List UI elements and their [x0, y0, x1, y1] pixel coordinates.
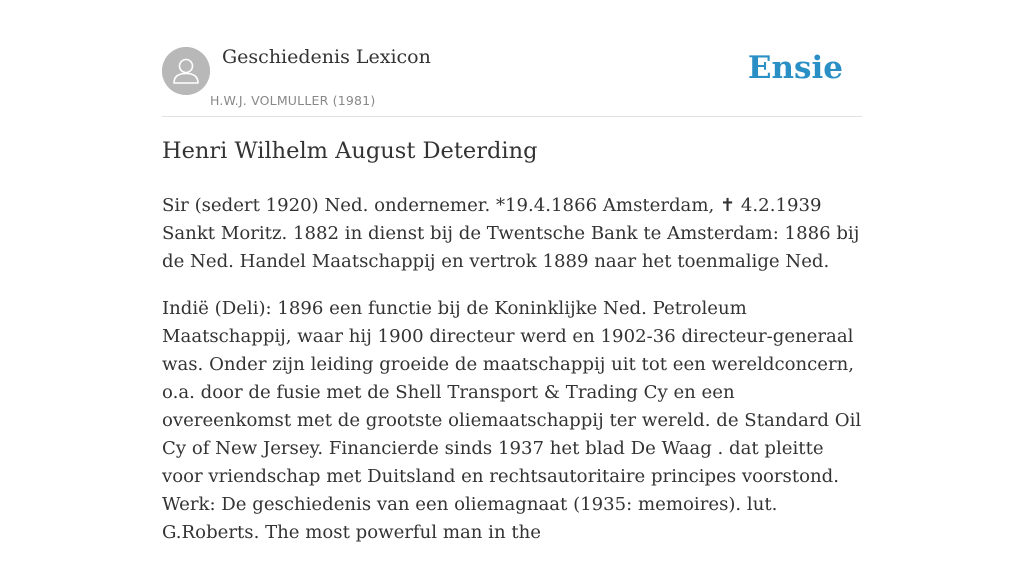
brand-logo[interactable]: Ensie: [747, 50, 843, 86]
user-avatar-icon[interactable]: [162, 47, 210, 95]
article-body: [162, 192, 868, 566]
article-paragraph: Indië (Deli): 1896 een functie bij de Koninklijke Ned. Petroleum Maatschappij, waar hij 1900 directeur werd en 1902-36 directeur-generaal was. Onder zijn leiding groeide de maatschappij uit tot een wereldconcern, o.a. door de fusie met de Shell Transport & Trading Cy en een overeenkomst met de grootste oliemaatschappij ter wereld. de Standard Oil Cy of New Jersey. Financierde sinds 1937 het blad De Waag . dat pleitte voor vriendschap met Duitsland en rechtsautoritaire principes voorstond. Werk: De geschiedenis van een oliemagnaat (1935: memoires). lut. G.Roberts. The most powerful man in the: [162, 298, 862, 543]
article-paragraph: Sir (sedert 1920) Ned. ondernemer. *19.4.1866 Amsterdam, ✝ 4.2.1939 Sankt Moritz. 1882 in dienst bij de Twentsche Bank te Amsterdam: 1886 bij de Ned. Handel Maatschappij en vertrok 1889 naar het toenmalige Ned.: [162, 195, 860, 272]
lexicon-name[interactable]: Geschiedenis Lexicon: [222, 46, 431, 68]
article-title: Henri Wilhelm August Deterding: [162, 138, 538, 164]
author-credit[interactable]: H.W.J. VOLMULLER (1981): [210, 93, 376, 108]
article-header: [162, 46, 862, 117]
